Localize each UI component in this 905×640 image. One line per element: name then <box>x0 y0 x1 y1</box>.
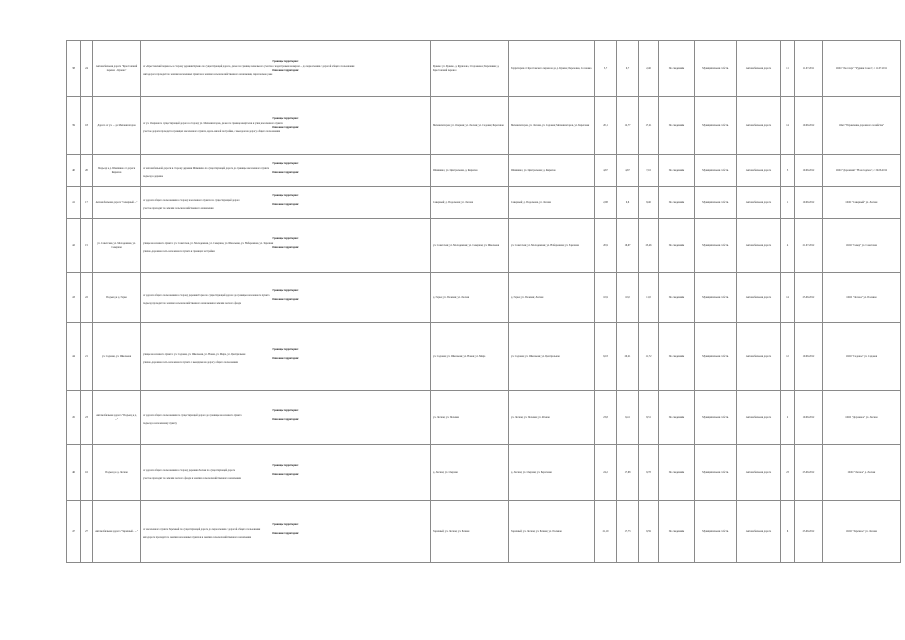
status-text: По сведениям <box>659 391 695 445</box>
value-2: 17,68 <box>617 445 639 501</box>
section-heading: Границы территории: <box>272 60 299 64</box>
row-number: 47 <box>67 501 81 563</box>
count-value: 4 <box>781 219 795 273</box>
date-value: 21.07.2012 <box>795 219 823 273</box>
value-3: 9,59 <box>639 501 659 563</box>
value-1: 23,8 <box>595 391 617 445</box>
territory-description <box>141 273 431 323</box>
section-heading: Границы территории: <box>272 162 299 166</box>
section-text: улично-дорожная сеть населенного пункта в границах застройки <box>143 250 215 254</box>
streets-list: ул. Лесная; ул. Полевая <box>431 391 509 445</box>
territory-description <box>141 445 431 501</box>
section-heading: Описание территории: <box>272 532 299 535</box>
section-text: от «Крестовский перевоз» в сторону деревни Кунево по существующей дороге, далее по границе земельного участка с кадастровым номером ... до пересечения с дорогой общего пользования <box>143 64 355 68</box>
value-2: 17,73 <box>617 501 639 563</box>
territory-list: д. Горка; ул. Полевая; Лесная <box>509 273 595 323</box>
count-value: 3 <box>781 155 795 187</box>
section-text: Автодорога проходит по землям населенных пунктов и землям сельскохозяйственного назначения, параллельно реке <box>143 73 273 77</box>
table-row <box>67 41 901 97</box>
category-text: Автомобильная дорога <box>737 187 781 219</box>
value-3: 7,16 <box>639 155 659 187</box>
category-text: Автомобильная дорога <box>737 445 781 501</box>
date-value: 25.06.2012 <box>795 273 823 323</box>
table-row <box>67 391 901 445</box>
category-text: Автомобильная дорога <box>737 391 781 445</box>
section-heading: Границы территории: <box>272 409 299 413</box>
section-text: подъезд к деревне <box>143 175 163 179</box>
category-text: Автомобильная дорога <box>737 97 781 155</box>
date-value: 11.07.2011 <box>795 41 823 97</box>
territory-description <box>141 187 431 219</box>
section-text: улично-дорожная сеть населенного пункта с выездами на дорогу общего пользования <box>143 361 238 365</box>
value-1: 10,9 <box>595 273 617 323</box>
register-table <box>66 40 901 563</box>
streets-list: Северный; д. Подольная; ул. Лесная <box>431 187 509 219</box>
section-heading: Границы территории: <box>272 117 299 121</box>
value-3: 11,72 <box>639 323 659 391</box>
territory-description <box>141 391 431 445</box>
value-3: 11,8 <box>639 273 659 323</box>
date-value: 25.06.2012 <box>795 501 823 563</box>
section-text: участок проходит по землям сельскохозяйственного назначения <box>143 207 214 211</box>
section-heading: Описание территории: <box>272 246 299 249</box>
ownership-kind: Муниципальная собств. <box>695 187 737 219</box>
row-subnumber: 20 <box>81 155 93 187</box>
section-heading: Границы территории: <box>272 194 299 198</box>
table-row <box>67 187 901 219</box>
count-value: 23 <box>781 445 795 501</box>
section-text: участок проходит по землям лесного фонда и землям сельскохозяйственного назначения <box>143 477 241 481</box>
value-1: 2,98 <box>595 187 617 219</box>
territory-list: Шамшино; ул. Центральная; д. Кирилов <box>509 155 595 187</box>
ownership-kind: Муниципальная собств. <box>695 323 737 391</box>
territory-list: Территория от Крестовского перевоза до д. Кунево; Березовка, Сосновка <box>509 41 595 97</box>
value-2: 16,97 <box>617 219 639 273</box>
owner-text: ООО "Дорожник" "Вологодское", с 19.06.2012 <box>823 155 901 187</box>
territory-list: ул. Советская; ул. Молодежная; ул. Набережная; ул. Заречная <box>509 219 595 273</box>
territory-list: д. Лесная; ул. Озерная; ул. Береговая <box>509 445 595 501</box>
count-value: 2 <box>781 391 795 445</box>
section-heading: Описание территории: <box>272 473 299 476</box>
section-text: от дороги общего пользования по существующей дороге до границы населенного пункта <box>143 413 242 417</box>
count-value: 6 <box>781 501 795 563</box>
streets-list: д. Лесная; ул. Озерная <box>431 445 509 501</box>
category-text: Автомобильная дорога <box>737 155 781 187</box>
owner-text: ООО "Садовое" ул. Садовая <box>823 323 901 391</box>
streets-list: д. Горка; ул. Полевая; ул. Лесная <box>431 273 509 323</box>
owner-text: ООО "Дорожное" ул. Лесная <box>823 391 901 445</box>
section-heading: Описание территории: <box>272 298 299 301</box>
count-value: 14 <box>781 273 795 323</box>
table-row <box>67 273 901 323</box>
value-1: 5,7 <box>595 41 617 97</box>
territory-list: Механизаторов, ул. Лесная, ул. Садовая; Механизаторов, ул. Береговая <box>509 97 595 155</box>
streets-list: Шамшино; ул. Центральная, д. Кирилов <box>431 155 509 187</box>
category-text: Автомобильная дорога <box>737 219 781 273</box>
section-text: от дороги общего пользования в сторону деревни Лесная по существующей дороге <box>143 468 236 472</box>
streets-list: Кунево: ул. Кунево, д. Курилово, Сторожевое; Березники; д. Крестовский перевоз <box>431 41 509 97</box>
territory-description <box>141 155 431 187</box>
date-value: 25.06.2012 <box>795 445 823 501</box>
value-1: 24,2 <box>595 445 617 501</box>
category-text: Автомобильная дорога <box>737 273 781 323</box>
value-3: 23,46 <box>639 219 659 273</box>
object-name: ул. Советская, ул. Молодежная, ул. Северная <box>93 219 141 273</box>
count-value: 14 <box>781 97 795 155</box>
territory-description <box>141 219 431 273</box>
section-heading: Описание территории: <box>272 126 299 129</box>
ownership-kind: Муниципальная собств. <box>695 41 737 97</box>
row-number: 40 <box>67 155 81 187</box>
section-heading: Описание территории: <box>272 69 299 72</box>
object-name: Автомобильная дорога "Северный ..." <box>93 187 141 219</box>
value-3: 8,31 <box>639 391 659 445</box>
territory-list: Северный; д. Подольная, ул. Лесная <box>509 187 595 219</box>
category-text: Автомобильная дорога <box>737 323 781 391</box>
section-heading: Описание территории: <box>272 357 299 360</box>
section-text: от ул. Озерная по существующей дороге в сторону ул. Механизаторов, далее по границе кварталов и улиц населенного пункта <box>143 121 283 125</box>
section-text: подъезд к населенному пункту <box>143 422 177 426</box>
value-1: 20,1 <box>595 97 617 155</box>
territory-description <box>141 97 431 155</box>
section-text: подъезд проходит по землям сельскохозяйственного назначения и землям лесного фонда <box>143 302 242 306</box>
row-number: 46 <box>67 445 81 501</box>
ownership-kind: Муниципальная собств. <box>695 445 737 501</box>
value-3: 8,46 <box>639 187 659 219</box>
section-heading: Границы территории: <box>272 289 299 293</box>
section-heading: Описание территории: <box>272 418 299 421</box>
owner-text: ОАО "Управление дорожного хозяйства" <box>823 97 901 155</box>
streets-list: Заречный; ул. Лесная; ул. Речная <box>431 501 509 563</box>
count-value: 12 <box>781 323 795 391</box>
ownership-kind: Муниципальная собств. <box>695 219 737 273</box>
streets-list: ул. Советская; ул. Молодежная; ул. Северная; ул. Школьная <box>431 219 509 273</box>
owner-text: ООО "Лесное" ул. Полевая <box>823 273 901 323</box>
status-text: По сведениям <box>659 501 695 563</box>
value-3: 9,78 <box>639 445 659 501</box>
category-text: Автомобильная дорога <box>737 41 781 97</box>
section-text: от автомобильной дороги в сторону деревни Шамшино по существующей дороге до границы населенного пункта <box>143 166 270 170</box>
object-name: Автомобильная дорога "Подъезд к д. ..." <box>93 391 141 445</box>
ownership-kind: Муниципальная собств. <box>695 273 737 323</box>
row-number: 42 <box>67 219 81 273</box>
status-text: По сведениям <box>659 219 695 273</box>
value-1: 9,18 <box>595 323 617 391</box>
register-rows <box>67 41 901 563</box>
section-heading: Границы территории: <box>272 237 299 241</box>
section-heading: Границы территории: <box>272 464 299 468</box>
object-name: Подъезд к д. Шамшино от дороги Кирилов <box>93 155 141 187</box>
value-1: 4,67 <box>595 155 617 187</box>
object-name: Подъезд к д. Лесная <box>93 445 141 501</box>
ownership-kind: Муниципальная собств. <box>695 97 737 155</box>
date-value: 19.06.2012 <box>795 155 823 187</box>
row-subnumber: 23 <box>81 391 93 445</box>
row-number: 43 <box>67 273 81 323</box>
object-name: Подъезд к д. Горка <box>93 273 141 323</box>
ownership-kind: Муниципальная собств. <box>695 155 737 187</box>
streets-list: ул. Садовая; ул. Школьная; ул. Новая; ул. Мира <box>431 323 509 391</box>
value-2: 10,0 <box>617 273 639 323</box>
value-2: 20,21 <box>617 323 639 391</box>
value-1: 21,19 <box>595 501 617 563</box>
owner-text: ООО "Север" ул. Советская <box>823 219 901 273</box>
section-text: от дороги общего пользования в сторону населенного пункта по существующей дороге <box>143 198 240 202</box>
row-subnumber: 21 <box>81 323 93 391</box>
table-row <box>67 445 901 501</box>
status-text: По сведениям <box>659 41 695 97</box>
territory-description <box>141 501 431 563</box>
section-heading: Границы территории: <box>272 523 299 527</box>
row-subnumber: 22 <box>81 273 93 323</box>
table-row <box>67 155 901 187</box>
row-number: 45 <box>67 391 81 445</box>
row-subnumber: 15 <box>81 219 93 273</box>
value-2: 9,41 <box>617 391 639 445</box>
table-row <box>67 97 901 155</box>
date-value: 19.06.2012 <box>795 323 823 391</box>
date-value: 19.06.2012 <box>795 391 823 445</box>
status-text: По сведениям <box>659 187 695 219</box>
owner-text: ООО "Лесное" д. Лесная <box>823 445 901 501</box>
territory-description <box>141 323 431 391</box>
table-row <box>67 219 901 273</box>
value-2: 4,67 <box>617 155 639 187</box>
object-name: Автомобильная дорога "Заречный - ..." <box>93 501 141 563</box>
section-text: автодорога проходит по землям населенных пунктов и землям сельскохозяйственного назначения <box>143 536 251 540</box>
section-heading: Описание территории: <box>272 171 299 174</box>
register-document <box>66 40 900 628</box>
owner-text: ООО "Северный" ул. Лесная <box>823 187 901 219</box>
row-number: 39 <box>67 97 81 155</box>
streets-list: Механизаторов; ул. Озерная; ул. Лесная; ул. Садовая; Береговая <box>431 97 509 155</box>
row-subnumber: 17 <box>81 187 93 219</box>
value-1: 20,9 <box>595 219 617 273</box>
value-2: 12,77 <box>617 97 639 155</box>
section-text: участок дороги проходит в границах населенного пункта, вдоль жилой застройки, с выездом на дорогу общего пользования <box>143 130 280 134</box>
status-text: По сведениям <box>659 155 695 187</box>
status-text: По сведениям <box>659 273 695 323</box>
table-row <box>67 323 901 391</box>
value-2: 0,7 <box>617 41 639 97</box>
value-2: 0,6 <box>617 187 639 219</box>
value-3: 17,21 <box>639 97 659 155</box>
section-text: от дороги общего пользования в сторону деревни Горка по существующей дороге до границы населенного пункта <box>143 293 270 297</box>
object-name: Дорога от ул. ... до Механизаторов <box>93 97 141 155</box>
object-name: ул. Садовая, ул. Школьная <box>93 323 141 391</box>
owner-text: ООО "Лесоторг" "Рудник Сокол", с 11.07.2011 <box>823 41 901 97</box>
date-value: 19.06.2012 <box>795 187 823 219</box>
territory-list: Заречный; ул. Лесная; ул. Речная; ул. Полевая <box>509 501 595 563</box>
section-heading: Границы территории: <box>272 348 299 352</box>
status-text: По сведениям <box>659 445 695 501</box>
section-text: улицы населенного пункта: ул. Советская, ул. Молодежная, ул. Северная, ул. Школьная, ул. Набережная, ул. Заречная <box>143 241 274 245</box>
status-text: По сведениям <box>659 323 695 391</box>
territory-description <box>141 41 431 97</box>
row-number: 44 <box>67 323 81 391</box>
territory-list: ул. Садовая; ул. Школьная; ул. Центральная <box>509 323 595 391</box>
count-value: 11 <box>781 41 795 97</box>
category-text: Автомобильная дорога <box>737 501 781 563</box>
status-text: По сведениям <box>659 97 695 155</box>
territory-list: ул. Лесная; ул. Полевая; ул. Речная <box>509 391 595 445</box>
row-subnumber: 27 <box>81 501 93 563</box>
row-number: 38 <box>67 41 81 97</box>
row-subnumber: 24 <box>81 41 93 97</box>
ownership-kind: Муниципальная собств. <box>695 391 737 445</box>
owner-text: ООО "Заречное" ул. Лесная <box>823 501 901 563</box>
row-number: 41 <box>67 187 81 219</box>
section-heading: Описание территории: <box>272 203 299 206</box>
row-subnumber: 18 <box>81 97 93 155</box>
object-name: Автомобильная дорога "Крестовский перевоз - Кунево" <box>93 41 141 97</box>
section-text: улицы населенного пункта: ул. Садовая, ул. Школьная, ул. Новая, ул. Мира, ул. Центральная <box>143 352 246 356</box>
row-subnumber: 16 <box>81 445 93 501</box>
count-value: 1 <box>781 187 795 219</box>
date-value: 19.06.2012 <box>795 97 823 155</box>
value-3: 2,46 <box>639 41 659 97</box>
ownership-kind: Муниципальная собств. <box>695 501 737 563</box>
section-text: от населенного пункта Заречный по существующей дороге до пересечения с дорогой общего пользования <box>143 527 261 531</box>
table-row <box>67 501 901 563</box>
